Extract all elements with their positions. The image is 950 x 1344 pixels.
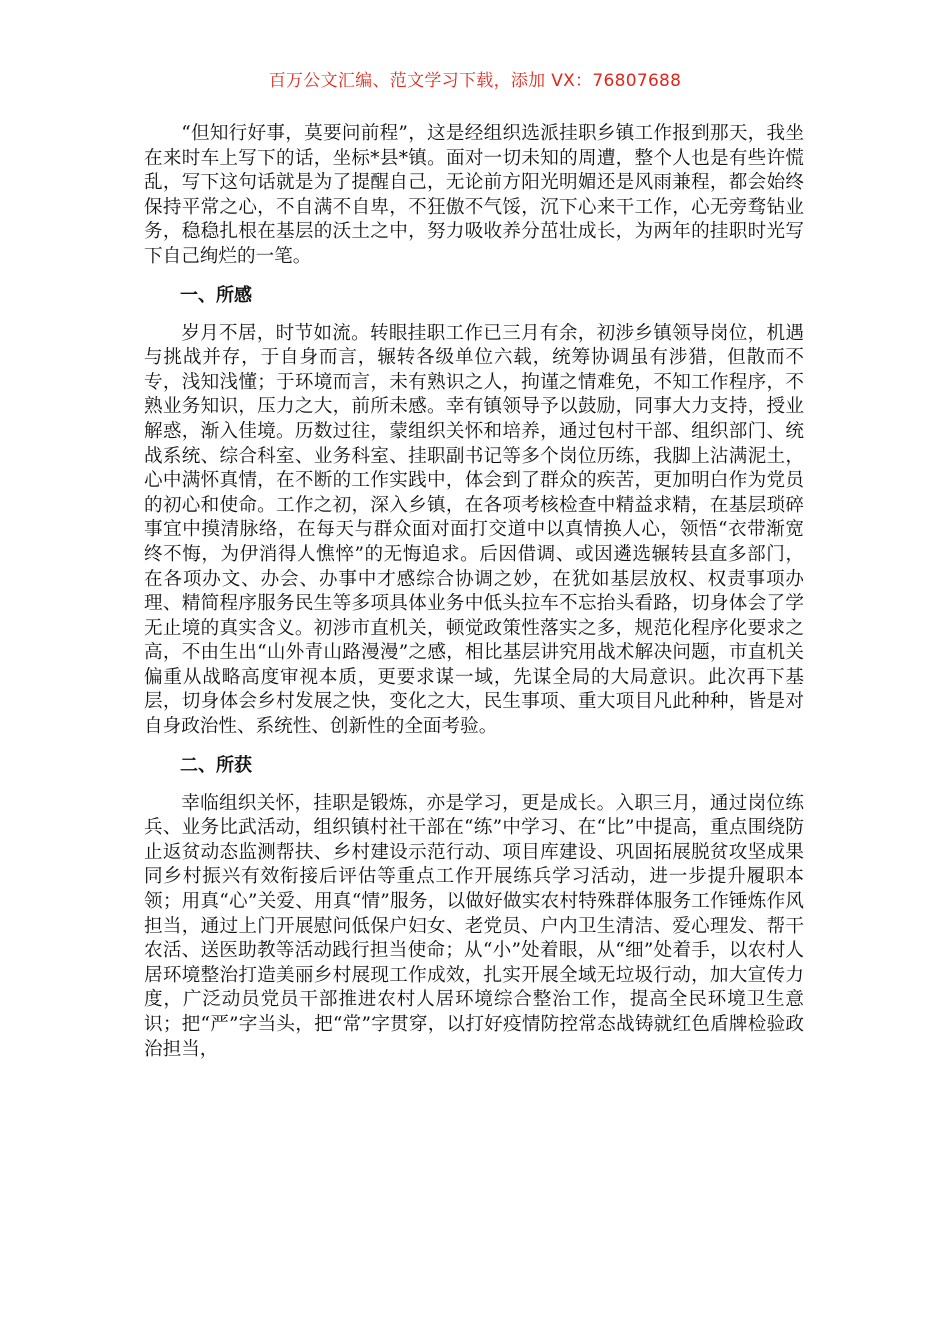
intro-paragraph: “但知行好事，莫要问前程”，这是经组织选派挂职乡镇工作报到那天，我坐在来时车上写下的话，坐标*县*镇。面对一切未知的周遭，整个人也是有些许慌乱，写下这句话就是为了提醒自己，无论前方阳光明媚还是风雨兼程，都会始终保持平常之心，不自满不自卑，不狂傲不气馁，沉下心来干工作，心无旁骛钻业务，稳稳扎根在基层的沃土之中，努力吸收养分茁壮成长，为两年的挂职时光写下自己绚烂的一笔。 xyxy=(144,123,804,267)
section-heading-1: 一、所感 xyxy=(180,284,252,306)
section-heading-2: 二、所获 xyxy=(180,754,252,776)
section2-paragraph: 幸临组织关怀，挂职是锻炼，亦是学习，更是成长。入职三月，通过岗位练兵、业务比武活动，组织镇村社干部在“练”中学习、在“比”中提高，重点围绕防止返贫动态监测帮扶、乡村建设示范行动、项目库建设、巩固拓展脱贫攻坚成果同乡村振兴有效衔接后评估等重点工作开展练兵学习活动，进一步提升履职本领；用真“心”关爱、用真“情”服务，以做好做实农村特殊群体服务工作锤炼作风担当，通过上门开展慰问低保户妇女、老党员、户内卫生清洁、爱心理发、帮干农活、送医助教等活动践行担当使命；从“小”处着眼，从“细”处着手，以农村人居环境整治打造美丽乡村展现工作成效，扎实开展全域无垃圾行动，加大宣传力度，广泛动员党员干部推进农村人居环境综合整治工作，提高全民环境卫生意识；把“严”字当头，把“常”字贯穿，以打好疫情防控常态战铸就红色盾牌检验政治担当， xyxy=(144,792,804,1060)
header-banner: 百万公文汇编、范文学习下载，添加 VX：76807688 xyxy=(268,71,682,91)
document-body xyxy=(144,122,804,1062)
section1-paragraph: 岁月不居，时节如流。转眼挂职工作已三月有余，初涉乡镇领导岗位，机遇与挑战并存，于自身而言，辗转各级单位六载，统筹协调虽有涉猎，但散而不专，浅知浅懂；于环境而言，未有熟识之人，拘谨之情难免，不知工作程序，不熟业务知识，压力之大，前所未感。幸有镇领导予以鼓励，同事大力支持，授业解惑，渐入佳境。历数过往，蒙组织关怀和培养，通过包村干部、组织部门、统战系统、综合科室、业务科室、挂职副书记等多个岗位历练，我脚上沾满泥土，心中满怀真情，在不断的工作实践中，体会到了群众的疾苦，更加明白作为党员的初心和使命。工作之初，深入乡镇，在各项考核检查中精益求精，在基层琐碎事宜中摸清脉络，在每天与群众面对面打交道中以真情换人心，领悟“衣带渐宽终不悔，为伊消得人憔悴”的无悔追求。后因借调、或因遴选辗转县直多部门，在各项办文、办会、办事中才感综合协调之妙，在犹如基层放权、权责事项办理、精简程序服务民生等多项具体业务中低头拉车不忘抬头看路，切身体会了学无止境的真实含义。初涉市直机关，顿觉政策性落实之多，规范化程序化要求之高，不由生出“山外青山路漫漫”之感，相比基层讲究用战术解决问题，市直机关偏重从战略高度审视本质，更要求谋一域，先谋全局的大局意识。此次再下基层，切身体会乡村发展之快，变化之大，民生事项、重大项目凡此种种，皆是对自身政治性、系统性、创新性的全面考验。 xyxy=(144,322,804,738)
